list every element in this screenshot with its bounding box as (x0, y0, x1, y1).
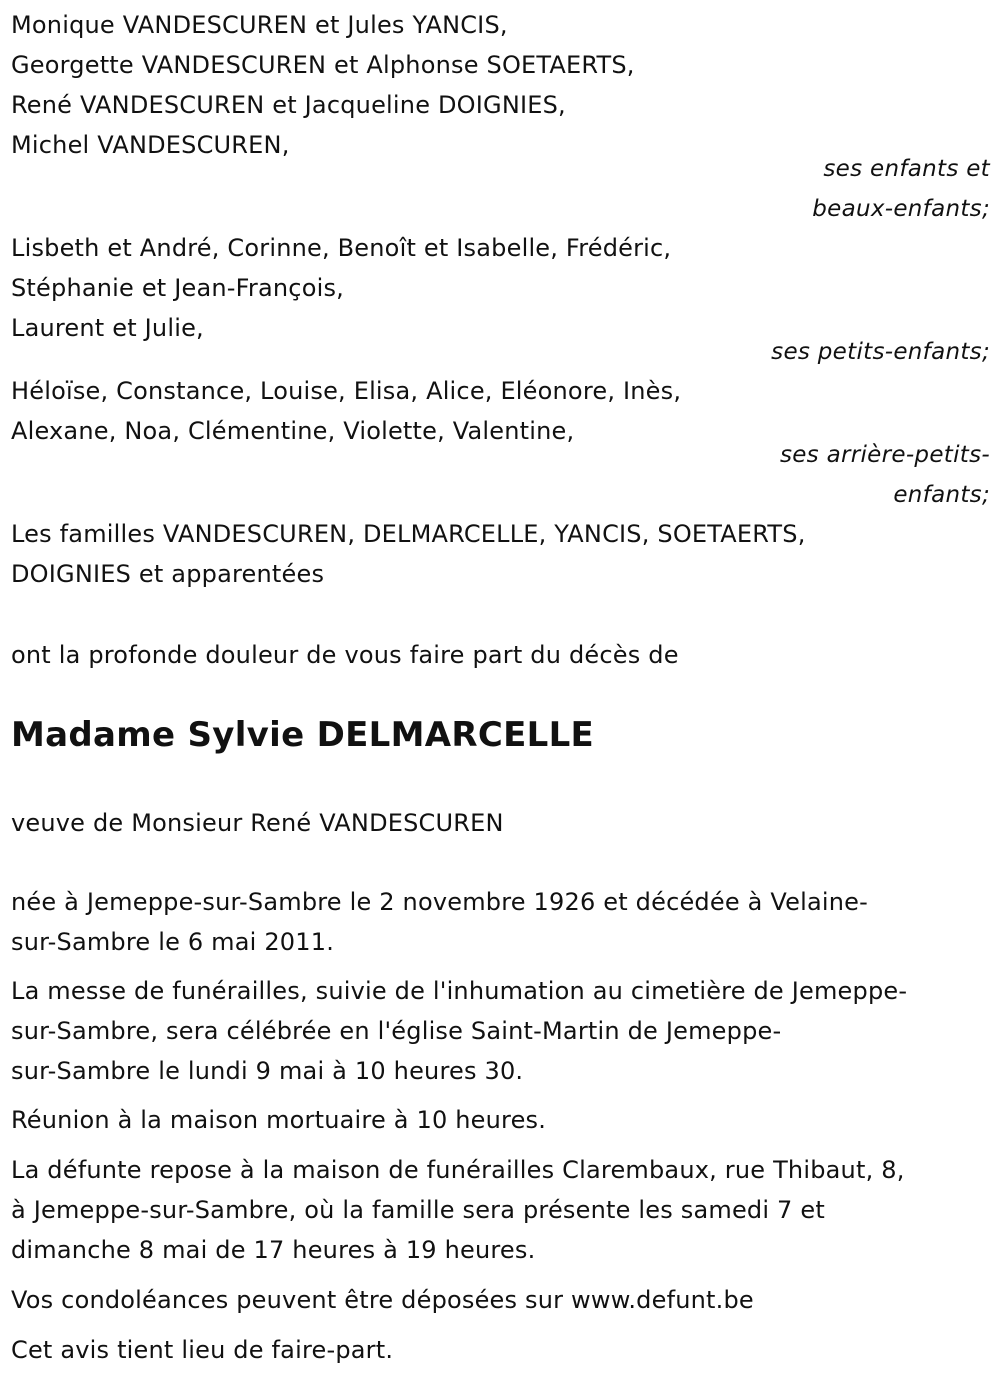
great-grandchildren-role: enfants; (893, 482, 990, 508)
condolences-info: Vos condoléances peuvent être déposées sur www.defunt.be (11, 1286, 754, 1314)
viewing-line: à Jemeppe-sur-Sambre, où la famille sera présente les samedi 7 et (11, 1196, 825, 1224)
grandchildren-role: ses petits-enfants; (771, 339, 990, 365)
great-grandchildren-line: Alexane, Noa, Clémentine, Violette, Valentine, (11, 417, 575, 445)
viewing-line: dimanche 8 mai de 17 heures à 19 heures. (11, 1236, 536, 1264)
birth-death-line: née à Jemeppe-sur-Sambre le 2 novembre 1926 et décédée à Velaine- (11, 888, 868, 916)
grandchildren-line: Stéphanie et Jean-François, (11, 274, 344, 302)
funeral-mass-line: La messe de funérailles, suivie de l'inhumation au cimetière de Jemeppe- (11, 977, 908, 1005)
children-role: ses enfants et (823, 156, 990, 182)
families-line: Les familles VANDESCUREN, DELMARCELLE, YANCIS, SOETAERTS, (11, 520, 806, 548)
announcement: ont la profonde douleur de vous faire part du décès de (11, 641, 679, 669)
grandchildren-line: Laurent et Julie, (11, 314, 204, 342)
families-line: DOIGNIES et apparentées (11, 560, 325, 588)
children-line: Michel VANDESCUREN, (11, 131, 290, 159)
children-line: René VANDESCUREN et Jacqueline DOIGNIES, (11, 91, 566, 119)
birth-death-line: sur-Sambre le 6 mai 2011. (11, 928, 335, 956)
children-line: Georgette VANDESCUREN et Alphonse SOETAERTS, (11, 51, 635, 79)
widow-of: veuve de Monsieur René VANDESCUREN (11, 809, 504, 837)
notice-info: Cet avis tient lieu de faire-part. (11, 1336, 394, 1364)
children-role: beaux-enfants; (812, 196, 990, 222)
viewing-line: La défunte repose à la maison de funérailles Clarembaux, rue Thibaut, 8, (11, 1156, 905, 1184)
funeral-mass-line: sur-Sambre, sera célébrée en l'église Saint-Martin de Jemeppe- (11, 1017, 782, 1045)
funeral-mass-line: sur-Sambre le lundi 9 mai à 10 heures 30. (11, 1057, 524, 1085)
grandchildren-line: Lisbeth et André, Corinne, Benoît et Isabelle, Frédéric, (11, 234, 672, 262)
great-grandchildren-line: Héloïse, Constance, Louise, Elisa, Alice, Eléonore, Inès, (11, 377, 682, 405)
children-line: Monique VANDESCUREN et Jules YANCIS, (11, 11, 508, 39)
great-grandchildren-role: ses arrière-petits- (779, 442, 990, 468)
deceased-name: Madame Sylvie DELMARCELLE (11, 715, 595, 755)
meeting-info: Réunion à la maison mortuaire à 10 heures. (11, 1106, 547, 1134)
